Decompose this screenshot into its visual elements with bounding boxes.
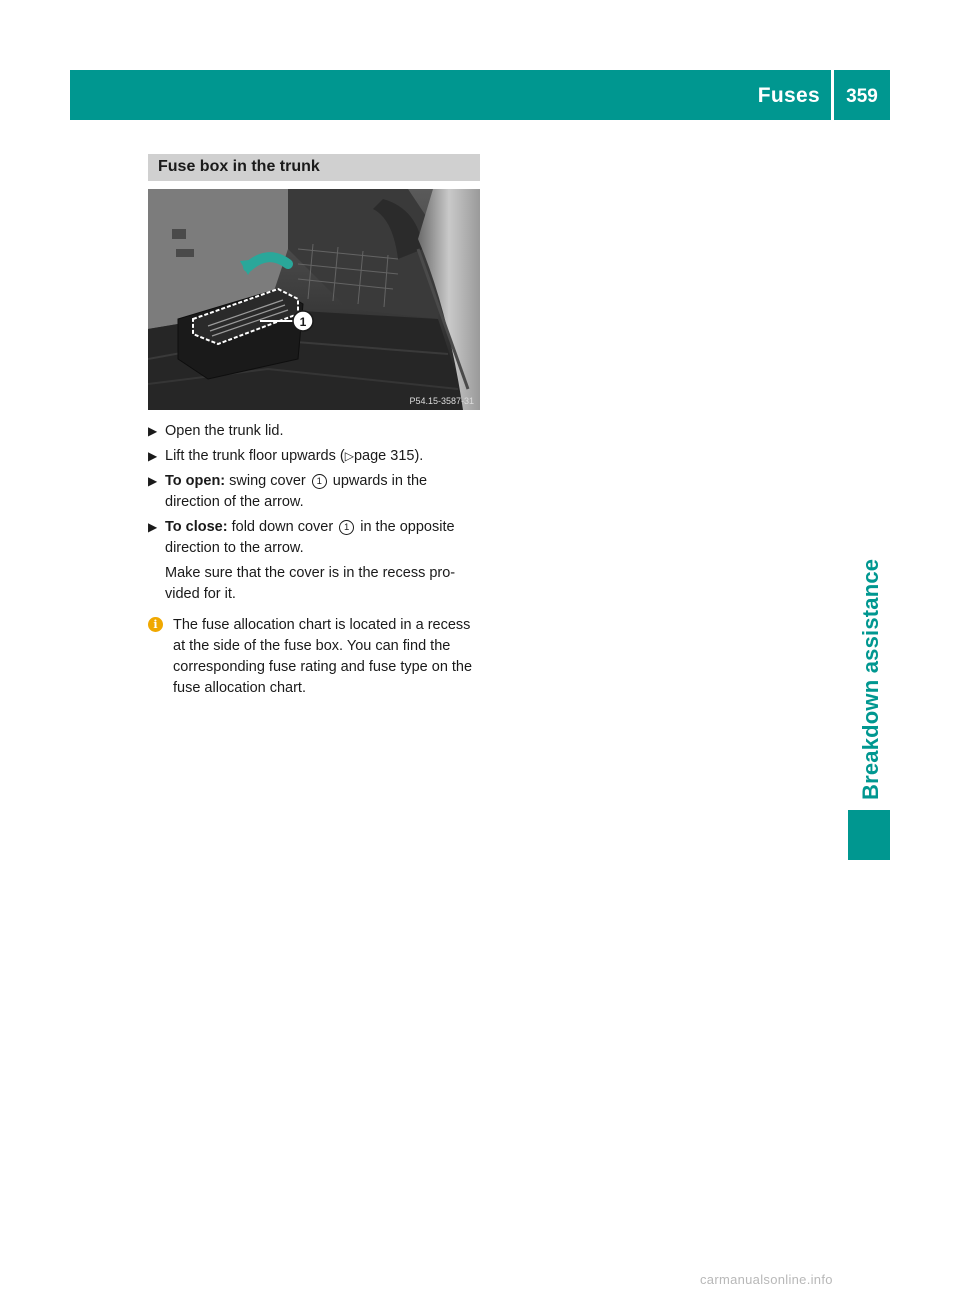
step-text: Lift the trunk floor upwards ( [165,448,345,464]
step-to-open [148,471,483,513]
step-text: Open the trunk lid. [165,423,284,439]
step-arrow-icon: ▶ [148,520,158,534]
page-number: 359 [846,86,878,107]
step-text: fold down cover [227,519,338,535]
step-subtext: Make sure that the cover is in the recess pro-vided for it. [165,565,456,602]
step-text: swing cover [225,473,310,489]
header-title: Fuses [757,84,820,107]
step-lift-floor [148,446,483,467]
step-to-close [148,517,483,605]
callout-1-icon: 1 [339,520,354,535]
section-title: Fuse box in the trunk [148,154,480,181]
page-ref-icon: ▷ [344,449,354,463]
side-tab-label: Breakdown assistance [858,558,883,800]
step-label: To close: [165,519,228,535]
instructions [148,421,483,699]
watermark: carmanualsonline.info [700,1272,833,1287]
step-label: To open: [165,473,226,489]
step-text: upwards in the direction of the arrow. [165,473,428,510]
step-arrow-icon: ▶ [148,449,158,463]
figure-code: P54.15-3587-31 [409,396,474,406]
callout-1-icon: 1 [312,474,327,489]
step-open-trunk [148,421,483,442]
info-note [148,615,483,699]
info-icon: i [148,617,163,632]
step-text: in the opposite direction to the arrow. [165,519,455,556]
trunk-fuse-box-illustration [148,189,480,410]
note-text: The fuse allocation chart is located in a recess at the side of the fuse box. You can find the corresponding fuse rating and fuse type on the fuse allocation chart. [173,617,473,696]
figure-callout-1: 1 [299,315,307,329]
step-arrow-icon: ▶ [148,424,158,438]
side-tab-marker [848,810,890,860]
header-bar [70,70,890,120]
page-ref-link[interactable]: page 315). [353,448,424,464]
step-arrow-icon: ▶ [148,474,158,488]
